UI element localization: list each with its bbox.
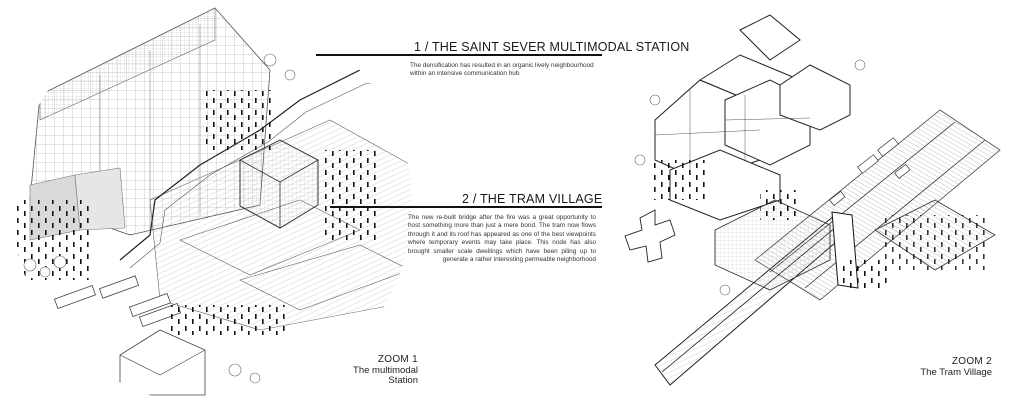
zoom1-line2: Station — [388, 375, 418, 386]
section2-rule — [330, 206, 602, 208]
zoom2-label: ZOOM 2 — [951, 356, 992, 367]
section1-text: The densification has resulted in an organic lively neighbourhood within an intensive communication hub — [410, 62, 594, 78]
section1-title: 1 / THE SAINT SEVER MULTIMODAL STATION — [414, 40, 690, 54]
zoom2-line1: The Tram Village — [920, 366, 992, 378]
zoom1-line1: The multimodal — [353, 364, 418, 376]
section1-rule — [316, 54, 602, 56]
section2-title: 2 / THE TRAM VILLAGE — [462, 192, 603, 206]
zoom1-station-axonometric — [0, 0, 430, 408]
zoom2-caption — [920, 357, 992, 378]
zoom1-label: ZOOM 1 — [377, 354, 418, 365]
zoom2-tram-village-axonometric — [625, 15, 1000, 385]
zoom1-caption — [353, 355, 418, 387]
section2-text: The new re-built bridge after the fire was a great opportunity to host something more than just a mere bond. The tram now flows through it and its roof has appeared as one of the best viewpoints where temporary events may take place. This node has also brought smaller scale dwellings which have been piling up to generate a rather interesting permeable neighborhood — [408, 214, 596, 264]
